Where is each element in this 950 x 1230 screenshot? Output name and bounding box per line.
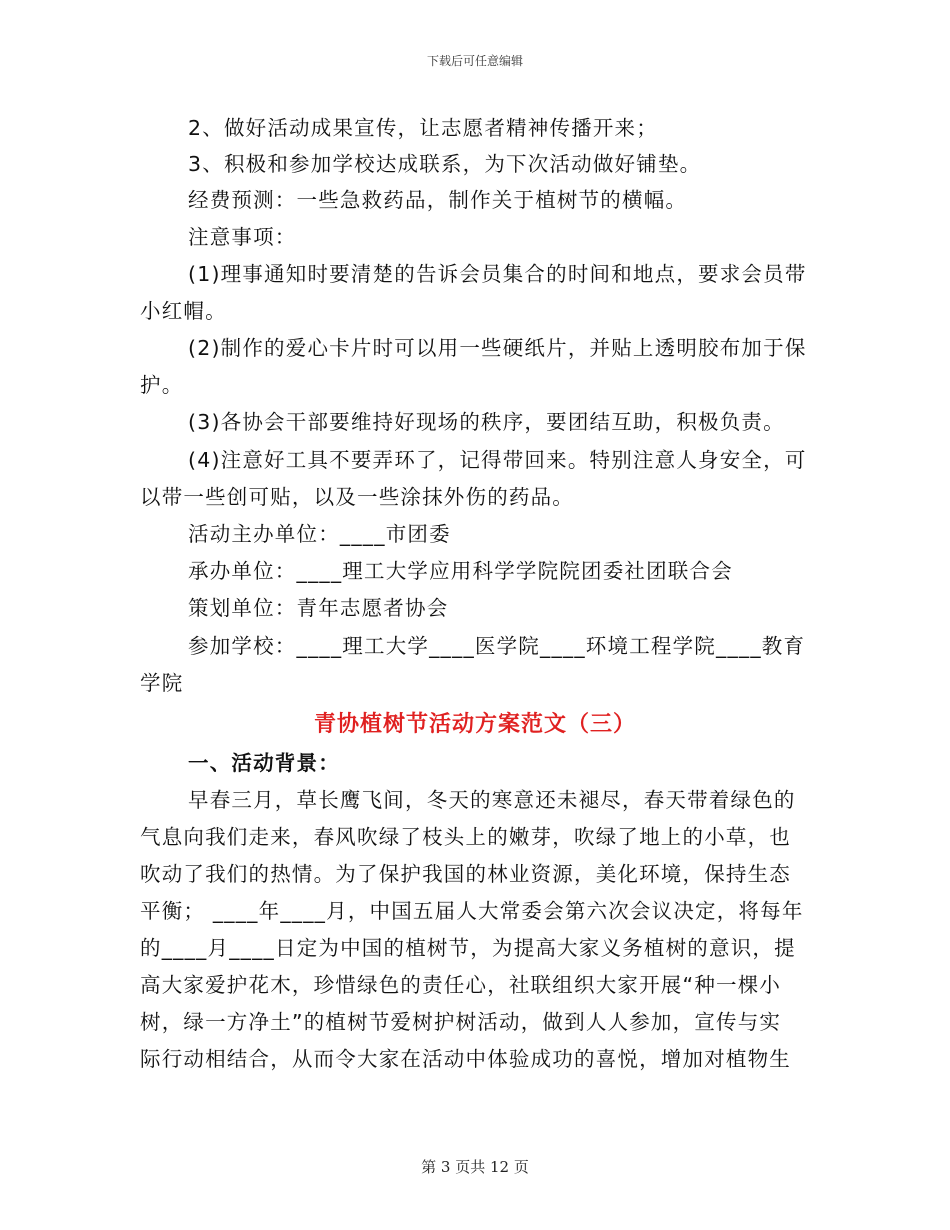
text-line: 策划单位：青年志愿者协会 xyxy=(188,596,449,620)
text-line: 参加学校：____理工大学____医学院____环境工程学院____教育 xyxy=(188,634,806,658)
body-line: 高大家爱护花木，珍惜绿色的责任心，社联组织大家开展“种一棵小 xyxy=(140,973,782,997)
text-line: 承办单位：____理工大学应用科学学院院团委社团联合会 xyxy=(188,559,733,583)
text-line: 3、积极和参加学校达成联系，为下次活动做好铺垫。 xyxy=(188,152,702,176)
section-heading: 一、活动背景： xyxy=(188,751,340,775)
text-line: (2)制作的爱心卡片时可以用一些硬纸片，并贴上透明胶布加于保 xyxy=(188,336,807,360)
text-line: (3)各协会干部要维持好现场的秩序，要团结互助，积极负责。 xyxy=(188,410,785,434)
text-line: 以带一些创可贴，以及一些涂抹外伤的药品。 xyxy=(140,485,574,509)
page-footer: 第 3 页共 12 页 xyxy=(421,1158,529,1176)
body-line: 气息向我们走来，春风吹绿了枝头上的嫩芽，吹绿了地上的小草，也 xyxy=(140,825,791,849)
body-line: 树，绿一方净土”的植树节爱树护树活动，做到人人参加，宣传与实 xyxy=(140,1010,782,1034)
text-line: 经费预测：一些急救药品，制作关于植树节的横幅。 xyxy=(188,188,688,212)
body-line: 际行动相结合，从而令大家在活动中体验成功的喜悦，增加对植物生 xyxy=(140,1047,791,1071)
body-line: 的____月____日定为中国的植树节，为提高大家义务植树的意识，提 xyxy=(140,936,796,960)
text-line: 注意事项： xyxy=(188,225,297,249)
text-line: 活动主办单位：____市团委 xyxy=(188,522,451,546)
text-line: 学院 xyxy=(140,671,184,695)
text-line: (1)理事通知时要清楚的告诉会员集合的时间和地点，要求会员带 xyxy=(188,262,807,286)
text-line: 2、做好活动成果宣传，让志愿者精神传播开来； xyxy=(188,116,658,140)
text-line: 小红帽。 xyxy=(140,299,227,323)
text-line: (4)注意好工具不要弄环了，记得带回来。特别注意人身安全，可 xyxy=(188,448,807,472)
section-title: 青协植树节活动方案范文（三） xyxy=(313,712,636,737)
body-line: 平衡； ____年____月，中国五届人大常委会第六次会议决定，将每年 xyxy=(140,899,804,923)
text-line: 护。 xyxy=(140,373,184,397)
body-line: 吹动了我们的热情。为了保护我国的林业资源，美化环境，保持生态 xyxy=(140,862,791,886)
body-line: 早春三月，草长鹰飞间，冬天的寒意还未褪尽，春天带着绿色的 xyxy=(188,788,796,812)
page-header: 下载后可任意编辑 xyxy=(426,54,523,68)
